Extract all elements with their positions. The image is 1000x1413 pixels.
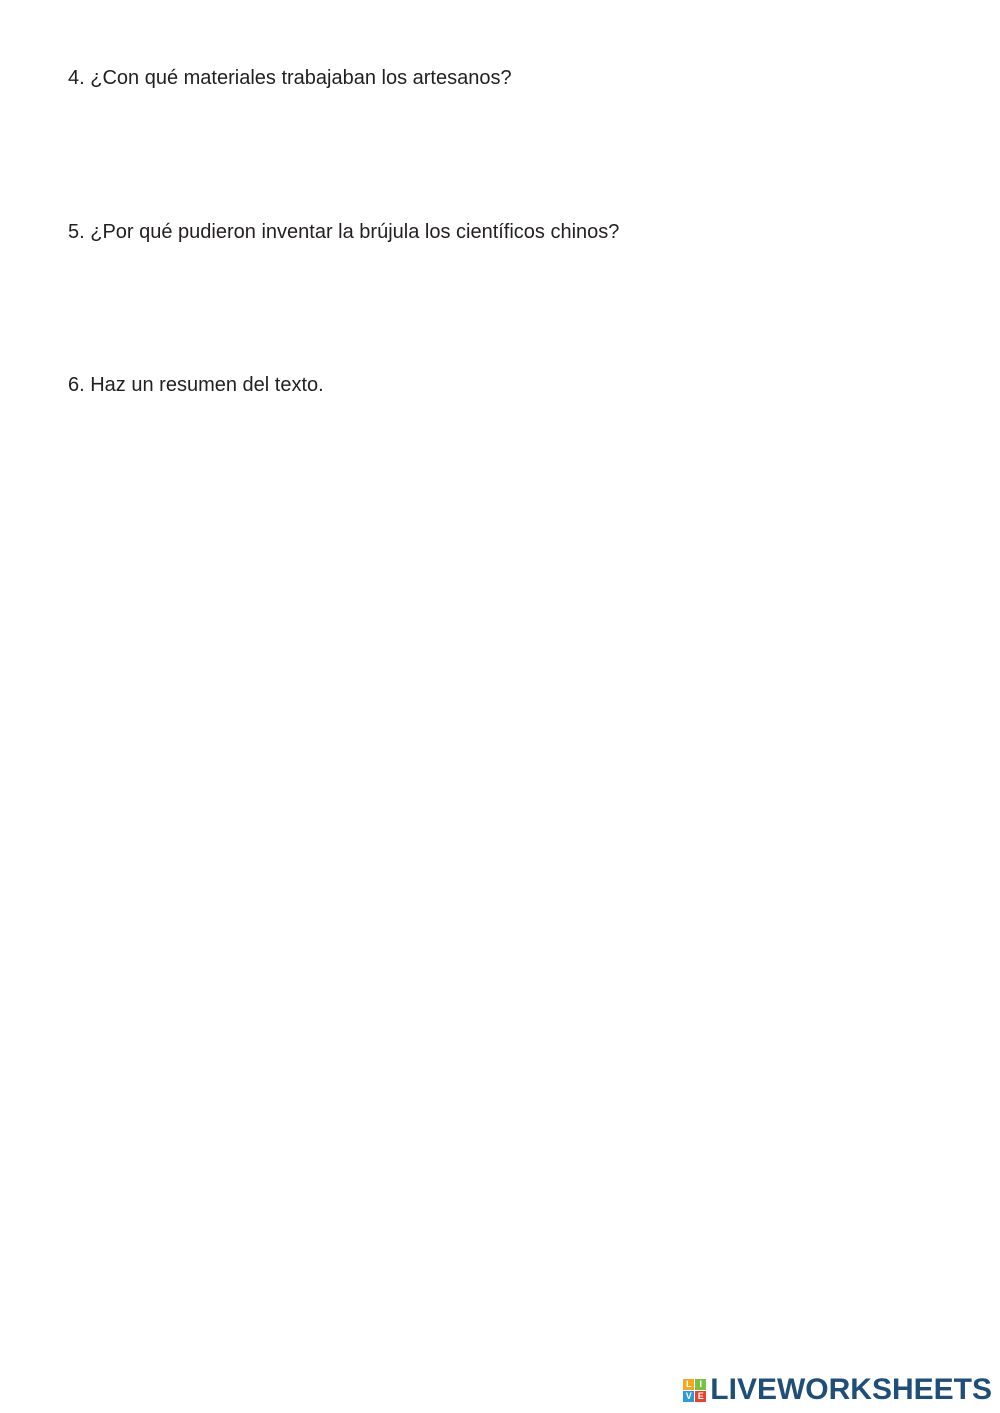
answer-area-5[interactable] — [68, 254, 928, 364]
logo-mark-v: V — [683, 1391, 694, 1402]
question-5: 5. ¿Por qué pudieron inventar la brújula los científicos chinos? — [68, 221, 620, 243]
question-6: 6. Haz un resumen del texto. — [68, 374, 324, 396]
answer-area-6[interactable] — [68, 407, 928, 1307]
logo-mark-i: I — [695, 1379, 706, 1390]
answer-area-4[interactable] — [68, 100, 928, 210]
logo-mark-e: E — [695, 1391, 706, 1402]
logo-wordmark: LIVEWORKSHEETS — [710, 1373, 992, 1406]
liveworksheets-logo-icon — [683, 1379, 706, 1402]
logo-mark-l: L — [683, 1379, 694, 1390]
question-4: 4. ¿Con qué materiales trabajaban los artesanos? — [68, 67, 512, 89]
liveworksheets-logo — [683, 1375, 992, 1405]
